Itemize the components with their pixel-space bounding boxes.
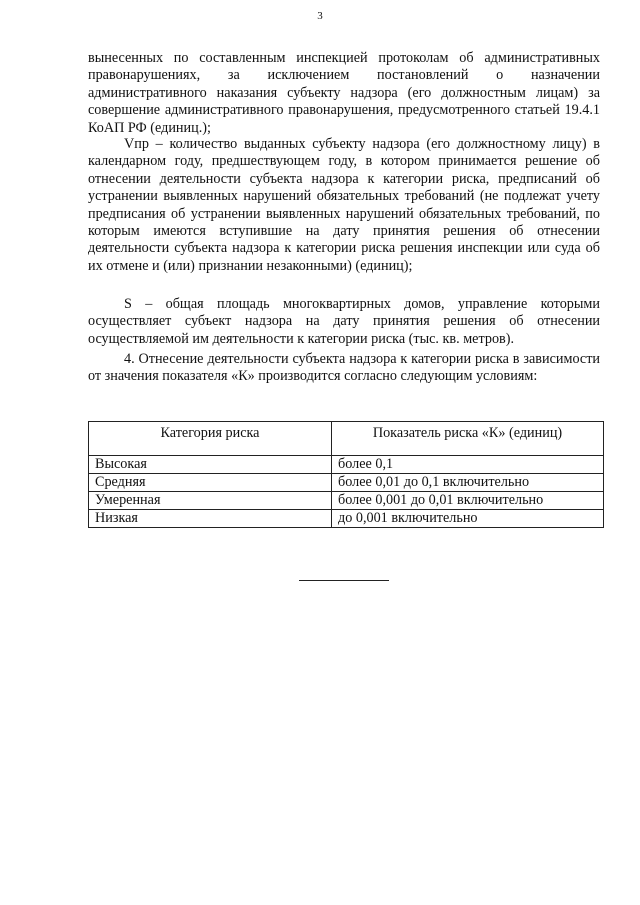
table-row xyxy=(89,492,604,510)
paragraph-text: Vпр – количество выданных субъекту надзора (его должностному лицу) в календарном году, предшествующем году, в котором принимается решение об отнесении деятельности субъекта надзора к категории риска, предписаний об устранении выявленных нарушений обязательных требований (не подлежат учету предписания об устранении выявленных нарушений обязательных требований, по которым имеются вступившие на дату принятия решения об отнесении деятельности субъекта надзора к категории риска решения инспекции или суда об их отмене и (или) признании незаконными) (единиц); xyxy=(88,136,600,274)
cell-category: Умеренная xyxy=(89,492,332,510)
paragraph-text: 4. Отнесение деятельности субъекта надзора к категории риска в зависимости от значения показателя «К» производится согласно следующим условиям: xyxy=(88,351,600,385)
table-header-row xyxy=(89,422,604,456)
page-number: 3 xyxy=(317,10,323,22)
cell-indicator: до 0,001 включительно xyxy=(332,510,604,528)
cell-category: Средняя xyxy=(89,474,332,492)
column-header-indicator: Показатель риска «К» (единиц) xyxy=(332,422,604,456)
cell-indicator: более 0,01 до 0,1 включительно xyxy=(332,474,604,492)
cell-indicator: более 0,001 до 0,01 включительно xyxy=(332,492,604,510)
paragraph-vpr-definition xyxy=(88,136,600,275)
paragraph-item-4 xyxy=(88,351,600,386)
risk-category-table xyxy=(88,421,604,528)
cell-category: Высокая xyxy=(89,456,332,474)
column-header-category: Категория риска xyxy=(89,422,332,456)
closing-rule xyxy=(299,580,389,581)
table-row xyxy=(89,474,604,492)
table-row xyxy=(89,456,604,474)
paragraph-text: S – общая площадь многоквартирных домов, управление которыми осуществляет субъект надзора на дату принятия решения об отнесении осуществляемой им деятельности к категории риска (тыс. кв. метров). xyxy=(88,296,600,347)
cell-indicator: более 0,1 xyxy=(332,456,604,474)
paragraph-text: вынесенных по составленным инспекцией протоколам об административных правонарушениях, за исключением постановлений о назначении административного наказания субъекту надзора (его должностным лицам) за совершение административного правонарушения, предусмотренного статьей 19.4.1 КоАП РФ (единиц.); xyxy=(88,50,600,136)
paragraph-s-definition xyxy=(88,296,600,348)
table-row xyxy=(89,510,604,528)
cell-category: Низкая xyxy=(89,510,332,528)
paragraph-continuation xyxy=(88,50,600,137)
